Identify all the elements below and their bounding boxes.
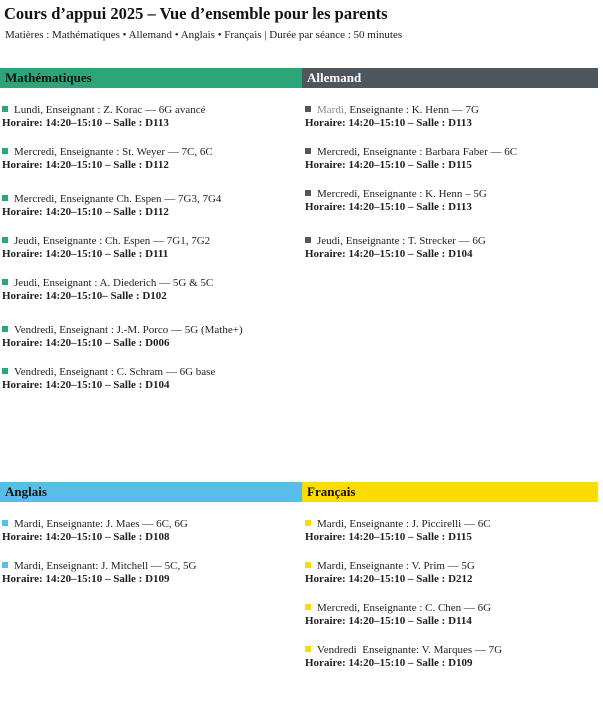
course-item (305, 104, 598, 130)
course-line (305, 235, 598, 248)
course-schedule: Horaire: 14:20–15:10 – Salle : D109 (305, 657, 473, 669)
bullet-square-icon (2, 279, 8, 285)
course-item (305, 518, 598, 544)
course-schedule: Horaire: 14:20–15:10 – Salle : D115 (305, 159, 472, 171)
course-schedule: Horaire: 14:20–15:10 – Salle : D006 (2, 337, 170, 349)
course-item (305, 235, 598, 261)
bullet-square-icon (305, 562, 311, 568)
course-schedule: Horaire: 14:20–15:10 – Salle : D113 (2, 117, 169, 129)
course-item (305, 602, 598, 628)
bullet-square-icon (305, 237, 311, 243)
course-line (2, 235, 302, 248)
course-line (305, 560, 598, 573)
course-schedule: Horaire: 14:20–15:10– Salle : D102 (2, 290, 167, 302)
course-schedule: Horaire: 14:20–15:10 – Salle : D111 (2, 248, 169, 260)
course-schedule: Horaire: 14:20–15:10 – Salle : D104 (305, 248, 473, 260)
bullet-square-icon (305, 646, 311, 652)
course-info: Enseignante : Barbara Faber — 6C (362, 146, 518, 158)
course-item (2, 324, 302, 350)
course-item (2, 366, 302, 392)
section-allemand (302, 68, 598, 392)
course-line (2, 560, 302, 573)
course-line (2, 518, 302, 531)
course-line (2, 146, 302, 159)
course-item (2, 146, 302, 172)
course-item (2, 235, 302, 261)
course-schedule: Horaire: 14:20–15:10 – Salle : D115 (305, 531, 472, 543)
page-subtitle: Matières : Mathématiques • Allemand • Anglais • Français | Durée par séance : 50 minutes (5, 29, 403, 41)
course-schedule: Horaire: 14:20–15:10 – Salle : D104 (2, 379, 170, 391)
course-line (305, 518, 598, 531)
course-day: Vendredi (317, 644, 363, 656)
course-info: Enseignante Ch. Espen — 7G3, 7G4 (59, 193, 222, 205)
course-day: Mercredi, (317, 602, 363, 614)
course-day: Lundi, (14, 104, 46, 116)
bullet-square-icon (2, 562, 8, 568)
course-day: Vendredi, (14, 366, 60, 378)
course-item (2, 193, 302, 219)
course-schedule: Horaire: 14:20–15:10 – Salle : D212 (305, 573, 473, 585)
section-mathematiques (0, 68, 302, 392)
course-info: Enseignante : C. Chen — 6G (362, 602, 492, 614)
course-info: Enseignante: J. Maes — 6C, 6G (46, 518, 188, 530)
bullet-square-icon (305, 190, 311, 196)
course-day: Jeudi, (14, 277, 43, 289)
sections-row-top (0, 68, 598, 392)
bullet-square-icon (305, 148, 311, 154)
course-day: Mercredi, (317, 146, 363, 158)
bullet-square-icon (2, 326, 8, 332)
course-schedule: Horaire: 14:20–15:10 – Salle : D109 (2, 573, 170, 585)
bullet-square-icon (2, 106, 8, 112)
course-info: Enseignante : V. Prim — 5G (349, 560, 475, 572)
course-line (305, 104, 598, 117)
course-info: Enseignante : K. Henn – 5G (362, 188, 487, 200)
course-list-francais (302, 518, 598, 670)
sections-row-bottom (0, 482, 598, 670)
course-item (305, 644, 598, 670)
course-line (305, 146, 598, 159)
course-line (2, 193, 302, 206)
course-line (305, 644, 598, 657)
bullet-square-icon (305, 604, 311, 610)
course-day: Mercredi, (317, 188, 363, 200)
course-info: Enseignante: V. Marques — 7G (362, 644, 503, 656)
course-line (2, 277, 302, 290)
section-francais (302, 482, 598, 670)
course-list-mathematiques (0, 104, 302, 392)
bullet-square-icon (305, 520, 311, 526)
course-line (2, 366, 302, 379)
course-info: Enseignant : C. Schram — 6G base (59, 366, 216, 378)
course-day: Mardi, (317, 518, 350, 530)
course-day: Mardi, (14, 560, 47, 572)
section-header-francais: Français (302, 482, 598, 502)
section-header-allemand: Allemand (302, 68, 598, 88)
course-info: Enseignant : Z. Korac — 6G avancé (45, 104, 206, 116)
course-item (2, 560, 302, 586)
course-info: Enseignante : St. Weyer — 7C, 6C (59, 146, 213, 158)
course-day: Jeudi, (14, 235, 43, 247)
course-schedule: Horaire: 14:20–15:10 – Salle : D108 (2, 531, 170, 543)
course-item (2, 518, 302, 544)
course-list-anglais (0, 518, 302, 586)
section-header-anglais: Anglais (0, 482, 302, 502)
bullet-square-icon (2, 195, 8, 201)
course-line (2, 104, 302, 117)
page-title: Cours d’appui 2025 – Vue d’ensemble pour les parents (4, 4, 388, 23)
course-schedule: Horaire: 14:20–15:10 – Salle : D113 (305, 117, 472, 129)
course-item (305, 560, 598, 586)
course-day: Mardi, (14, 518, 47, 530)
course-schedule: Horaire: 14:20–15:10 – Salle : D112 (2, 159, 169, 171)
course-info: Enseignant : J.-M. Porco — 5G (Mathe+) (59, 324, 243, 336)
course-day: Vendredi, (14, 324, 60, 336)
course-line (2, 324, 302, 337)
course-info: Enseignant : A. Diederich — 5G & 5C (42, 277, 214, 289)
bullet-square-icon (2, 237, 8, 243)
section-anglais (0, 482, 302, 670)
course-info: Enseignante : J. Piccirelli — 6C (349, 518, 491, 530)
course-schedule: Horaire: 14:20–15:10 – Salle : D113 (305, 201, 472, 213)
course-info: Enseignante : K. Henn — 7G (349, 104, 479, 116)
course-day: Mercredi, (14, 146, 60, 158)
bullet-square-icon (2, 520, 8, 526)
course-item (2, 104, 302, 130)
course-day: Mardi, (317, 104, 350, 116)
course-item (305, 146, 598, 172)
course-item (2, 277, 302, 303)
course-info: Enseignante : T. Strecker — 6G (345, 235, 486, 247)
course-list-allemand (302, 104, 598, 261)
bullet-square-icon (2, 148, 8, 154)
course-line (305, 188, 598, 201)
course-info: Enseignante : Ch. Espen — 7G1, 7G2 (42, 235, 211, 247)
course-schedule: Horaire: 14:20–15:10 – Salle : D114 (305, 615, 472, 627)
course-info: Enseignant: J. Mitchell — 5C, 5G (46, 560, 197, 572)
course-day: Mardi, (317, 560, 350, 572)
course-item (305, 188, 598, 214)
course-line (305, 602, 598, 615)
bullet-square-icon (305, 106, 311, 112)
course-day: Jeudi, (317, 235, 346, 247)
section-header-mathematiques: Mathématiques (0, 68, 302, 88)
bullet-square-icon (2, 368, 8, 374)
course-schedule: Horaire: 14:20–15:10 – Salle : D112 (2, 206, 169, 218)
course-day: Mercredi, (14, 193, 60, 205)
